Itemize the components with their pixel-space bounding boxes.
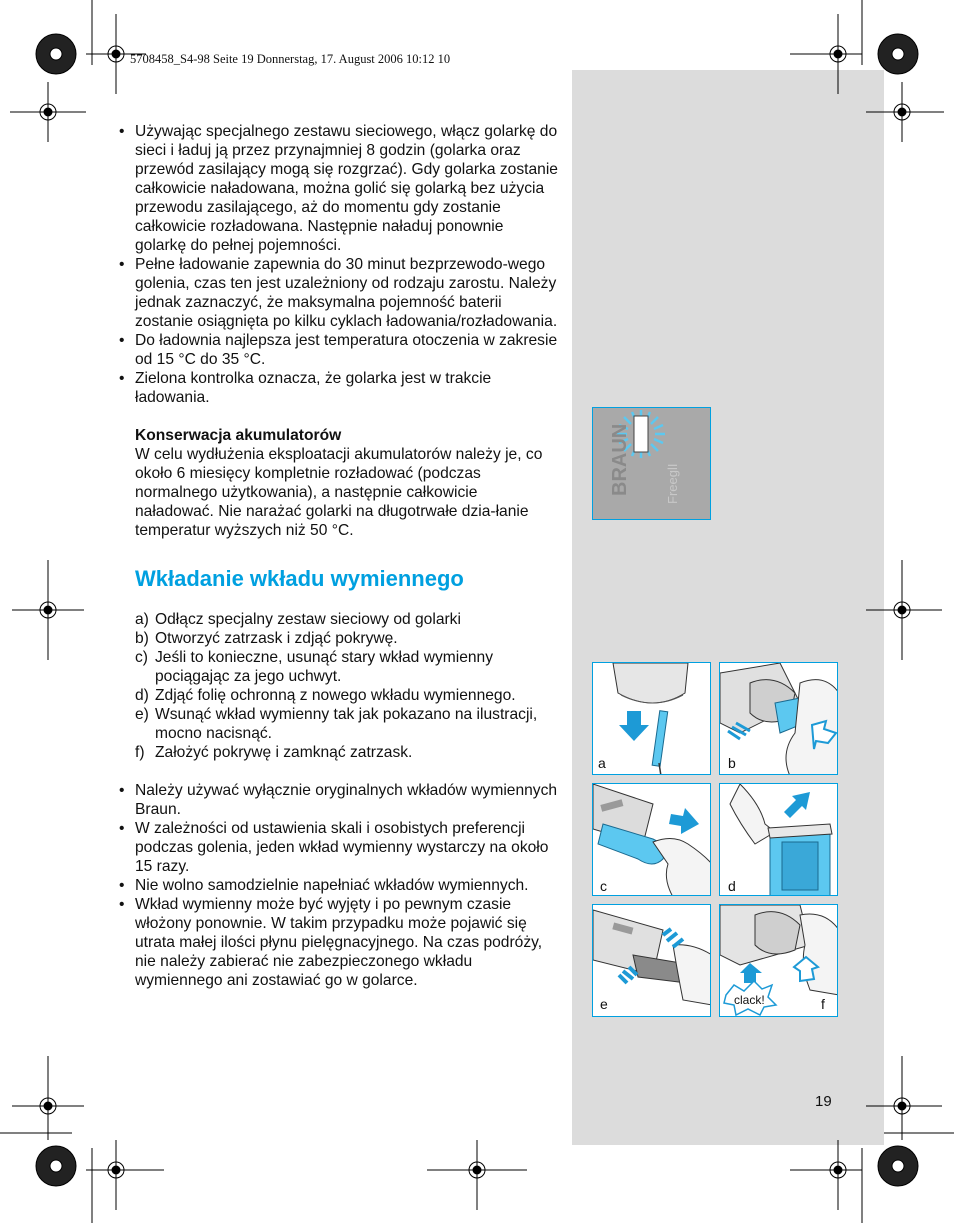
crosshair-icon <box>866 560 942 660</box>
list-item: • Należy używać wyłącznie oryginalnych wkładów wymiennych Braun. <box>118 781 558 819</box>
clack-text: clack! <box>734 993 765 1007</box>
crosshair-icon <box>12 1056 84 1140</box>
rosette-icon <box>878 34 918 74</box>
crosshair-icon <box>10 82 86 142</box>
illustration-label: c <box>600 878 607 894</box>
section-title: Wkładanie wkładu wymiennego <box>135 566 464 591</box>
model-name: FreeglI <box>665 463 680 504</box>
crosshair-icon <box>790 1140 862 1210</box>
step-text: Wsunąć wkład wymienny tak jak pokazano na ilustracji, mocno nacisnąć. <box>155 706 538 742</box>
rosette-icon <box>36 1146 76 1186</box>
step-letter: a) <box>135 611 149 628</box>
crosshair-icon <box>86 14 146 94</box>
illustration-label: a <box>598 755 606 771</box>
step-letter: e) <box>135 706 149 723</box>
brand-logo: BRAUN <box>609 423 631 496</box>
list-item: • W zależności od ustawienia skali i osobistych preferencji podczas golenia, jeden wkład wymienny wystarczy na około 15 razy. <box>118 819 558 876</box>
crosshair-icon <box>866 1056 942 1140</box>
list-item: • Do ładownia najlepsza jest temperatura otoczenia w zakresie od 15 °C do 35 °C. <box>118 331 558 369</box>
crosshair-icon <box>866 82 944 142</box>
illustration-label: b <box>728 755 736 771</box>
print-header: 5708458_S4-98 Seite 19 Donnerstag, 17. August 2006 10:12 10 <box>130 52 451 66</box>
rosette-icon <box>36 34 76 74</box>
step-letter: d) <box>135 687 149 704</box>
list-item: • Używając specjalnego zestawu sieciowego, włącz golarkę do sieci i ładuj ją przez przynajmniej 8 godzin (golarka oraz przewód zasilający mogą się rozgrzać). Gdy golarka zostanie całkowicie naładowana, można golić się golarką bez użycia przewodu zasilającego, aż do momentu gdy zostanie całkowicie rozładowana. Następnie naładuj ponownie golarkę do pełnej pojemności. <box>118 122 558 255</box>
step-letter: f) <box>135 744 145 761</box>
battery-care-heading: Konserwacja akumulatorów <box>135 427 342 444</box>
step-text: Zdjąć folię ochronną z nowego wkładu wymiennego. <box>155 687 516 704</box>
step-letter: c) <box>135 649 148 666</box>
crosshair-icon <box>427 1140 527 1210</box>
battery-care-paragraph: W celu wydłużenia eksploatacji akumulatorów należy je, co około 6 miesięcy kompletnie rozładować (podczas normalnego użytkowania), a następnie całkowicie naładować. Nie narażać golarki na długotrwałe dzia-łanie temperatur wyższych niż 50 °C. <box>135 446 543 539</box>
step-text: Otworzyć zatrzask i zdjąć pokrywę. <box>155 630 398 647</box>
list-item: • Wkład wymienny może być wyjęty i po pewnym czasie włożony ponownie. W takim przypadku może pojawić się utrata małej ilości płynu pielęgnacyjnego. Na czas podróży, nie należy zabierać nie zabezpieczonego wkładu wymiennego ani zostawiać go w golarce. <box>118 895 558 990</box>
list-item: • Nie wolno samodzielnie napełniać wkładów wymiennych. <box>118 876 558 895</box>
page-number: 19 <box>815 1093 832 1110</box>
step-text: Odłącz specjalny zestaw sieciowy od golarki <box>155 611 461 628</box>
crosshair-icon <box>86 1140 164 1210</box>
crosshair-icon <box>12 560 84 660</box>
crosshair-icon <box>790 14 862 94</box>
illustration-label: f <box>821 996 825 1012</box>
step-text: Jeśli to konieczne, usunąć stary wkład wymienny pociągając za jego uchwyt. <box>155 649 494 685</box>
rosette-icon <box>878 1146 918 1186</box>
step-text: Założyć pokrywę i zamknąć zatrzask. <box>155 744 413 761</box>
list-item: • Zielona kontrolka oznacza, że golarka jest w trakcie ładowania. <box>118 369 558 407</box>
illustration-label: e <box>600 996 608 1012</box>
illustration-label: d <box>728 878 736 894</box>
step-letter: b) <box>135 630 149 647</box>
list-item: • Pełne ładowanie zapewnia do 30 minut bezprzewodo-wego golenia, czas ten jest uzależniony od rodzaju zarostu. Należy jednak zaznaczyć, że maksymalna pojemność baterii zostanie osiągnięta po kilku cyklach ładowania/rozładowania. <box>118 255 558 331</box>
